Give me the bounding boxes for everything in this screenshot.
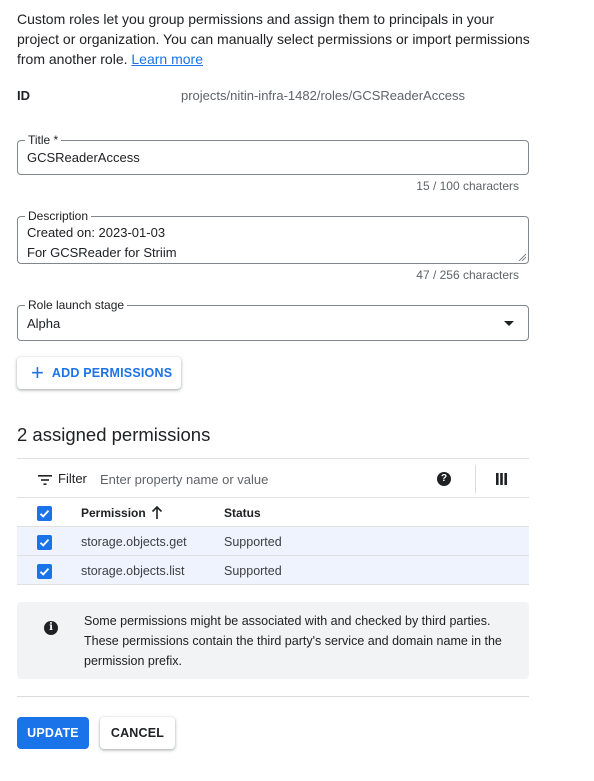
permission-column-header[interactable]: Permission [81,506,146,520]
status-cell: Supported [224,535,282,549]
checkmark-icon [38,565,51,578]
description-field[interactable] [17,209,529,264]
toolbar-divider [475,465,476,493]
description-field-label: Description [25,209,91,223]
select-all-checkbox[interactable] [37,506,52,521]
description-char-counter: 47 / 256 characters [416,268,519,282]
help-icon[interactable]: ? [437,472,451,486]
filter-icon[interactable] [38,475,52,485]
row-checkbox[interactable] [37,535,52,550]
third-party-note [17,602,529,679]
role-id-row [17,88,537,108]
role-launch-stage-select[interactable] [17,298,529,341]
table-row[interactable] [17,527,529,556]
assigned-permissions-title: 2 assigned permissions [17,424,211,445]
dropdown-caret-icon [504,321,514,326]
title-field-label: Title * [25,133,61,147]
description-line-1: Created on: 2023-01-03 [27,225,166,240]
add-permissions-label: ADD PERMISSIONS [51,366,173,380]
checkmark-icon [38,536,51,549]
permissions-filter-bar [17,458,529,498]
description-field-value[interactable] [27,223,177,263]
intro-text [17,9,537,69]
cancel-button[interactable]: CANCEL [100,717,175,749]
status-cell: Supported [224,564,282,578]
checkmark-icon [38,507,51,520]
role-id-label: ID [17,88,30,103]
arrow-up-icon[interactable] [151,506,163,520]
resize-handle-icon[interactable] [518,253,526,261]
actions-divider [17,696,529,697]
table-header-row [17,498,529,527]
permission-cell: storage.objects.list [81,564,185,578]
permissions-table [17,498,529,585]
status-column-header[interactable]: Status [224,506,261,520]
role-launch-stage-value: Alpha [27,316,61,331]
intro-description: Custom roles let you group permissions and assign them to principals in your project or organization. You can manually select permissions or import permissions from another role. [17,11,530,67]
row-checkbox[interactable] [37,564,52,579]
learn-more-link[interactable]: Learn more [131,51,203,67]
update-button[interactable]: UPDATE [17,717,89,749]
filter-input[interactable] [100,469,410,489]
column-display-icon[interactable] [496,473,507,485]
description-line-2: For GCSReader for Striim [27,245,177,260]
filter-label[interactable]: Filter [58,471,87,486]
permission-cell: storage.objects.get [81,535,187,549]
info-icon: i [44,621,58,635]
add-permissions-button[interactable] [17,357,181,389]
third-party-note-text: Some permissions might be associated with and checked by third parties. These permissions contain the third party's service and domain name in the permission prefix. [84,614,502,668]
role-launch-stage-label: Role launch stage [25,298,127,312]
title-field-value[interactable]: GCSReaderAccess [27,150,140,165]
title-field[interactable] [17,133,529,175]
table-row[interactable] [17,556,529,585]
role-id-value: projects/nitin-infra-1482/roles/GCSReaderAccess [181,88,465,103]
plus-icon: + [31,360,44,385]
title-char-counter: 15 / 100 characters [416,179,519,193]
